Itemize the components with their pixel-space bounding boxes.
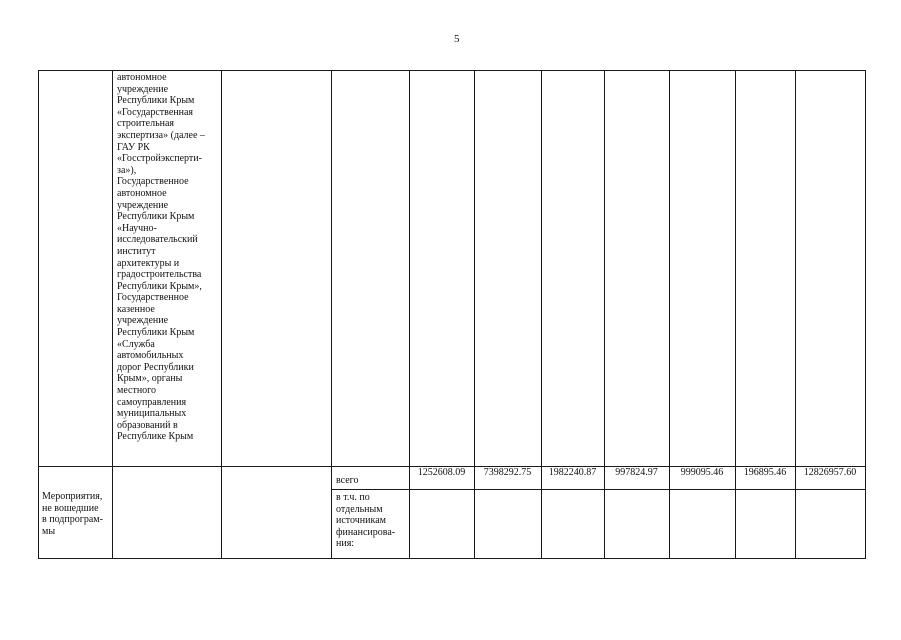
total-value-7: 12826957.60 <box>803 467 857 478</box>
row-divider-sources <box>331 489 865 490</box>
total-value-6: 196895.46 <box>743 467 787 478</box>
col-line-1 <box>112 70 113 559</box>
sources-label-cell: в т.ч. по отдельным источникам финансирова- ния: <box>336 492 396 550</box>
total-value-3: 1982240.87 <box>548 467 597 478</box>
col-line-2 <box>221 70 222 559</box>
col-line-10 <box>795 70 796 559</box>
total-value-5: 999095.46 <box>680 467 724 478</box>
col-line-5 <box>474 70 475 559</box>
col-line-7 <box>604 70 605 559</box>
activities-label-cell: Мероприятия, не вошедшие в подпрограм- мы <box>42 491 103 537</box>
col-line-4 <box>409 70 410 559</box>
table-top-border <box>38 70 865 71</box>
page-number: 5 <box>454 33 460 45</box>
total-label-cell: всего <box>336 475 359 486</box>
total-value-1: 1252608.09 <box>417 467 466 478</box>
col-line-8 <box>669 70 670 559</box>
table-bottom-border <box>38 558 865 559</box>
total-value-4: 997824.97 <box>615 467 658 478</box>
col-line-0 <box>38 70 39 559</box>
total-value-2: 7398292.75 <box>483 467 532 478</box>
col-line-11 <box>865 70 866 559</box>
col-line-3 <box>331 70 332 559</box>
responsible-organizations-cell: автономное учреждение Республики Крым «Государственная строительная экспертиза» (далее – ГАУ РК «Госстройэксперти- за»), Государственное автономное учреждение Республики Крым «Научно- исследовательский институт архитектуры и градостроительства Республики Крым», Государственное казенное учреждение Республики Крым «Служба автомобильных дорог Республики Крым», органы местного самоуправления муниципальных образований в Республике Крым <box>117 72 205 443</box>
col-line-6 <box>541 70 542 559</box>
col-line-9 <box>735 70 736 559</box>
